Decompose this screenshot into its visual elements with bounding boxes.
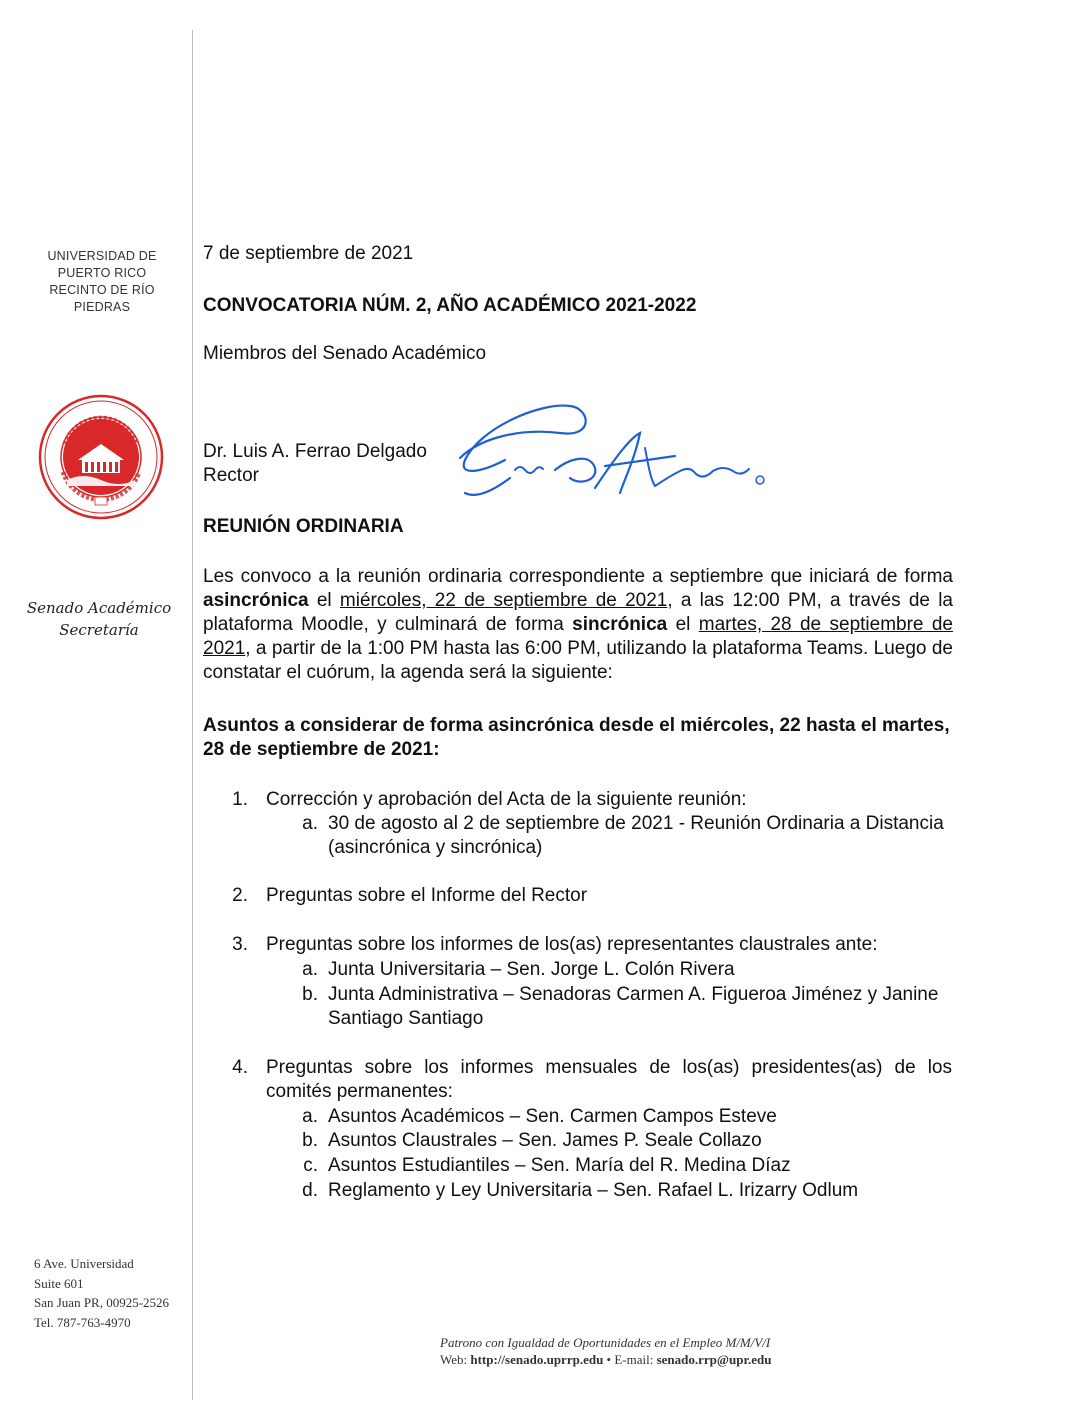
- senado-line-2: Secretaría: [59, 621, 139, 639]
- equal-opportunity-note: Patrono con Igualdad de Oportunidades en el Empleo M/M/V/I: [440, 1335, 771, 1350]
- para-date-start: miércoles, 22 de septiembre de 2021: [339, 590, 668, 611]
- vertical-divider: [192, 30, 193, 1400]
- agenda-number: 1.: [232, 789, 248, 810]
- university-name: [22, 248, 182, 316]
- agenda-number: 3.: [232, 934, 248, 955]
- subitem-text: Reglamento y Ley Universitaria – Sen. Rafael L. Irizarry Odlum: [328, 1180, 859, 1201]
- address-line-3: San Juan PR, 00925-2526: [34, 1295, 170, 1310]
- sender-name: Dr. Luis A. Ferrao Delgado: [203, 441, 427, 462]
- agenda-text: Preguntas sobre los informes de los(as) representantes claustrales ante:: [266, 934, 878, 955]
- para-text-4: el: [667, 614, 699, 635]
- subitem-text: 30 de agosto al 2 de septiembre de 2021 - Reunión Ordinaria a Distancia (asincrónica y sincrónica): [328, 813, 944, 858]
- agenda-number: 2.: [232, 885, 248, 906]
- sender-title: Rector: [203, 465, 259, 486]
- subitem-text: Junta Administrativa – Senadoras Carmen A. Figueroa Jiménez y Janine Santiago Santiago: [328, 984, 939, 1029]
- agenda-text: Corrección y aprobación del Acta de la siguiente reunión:: [266, 789, 747, 810]
- postal-address: [34, 1254, 169, 1332]
- signature: [420, 398, 780, 508]
- subitem-text: Asuntos Académicos – Sen. Carmen Campos Esteve: [328, 1106, 777, 1127]
- subitem-text: Asuntos Estudiantiles – Sen. María del R. Medina Díaz: [328, 1155, 791, 1176]
- senado-academico-mark: [24, 597, 174, 641]
- senado-line-1: Senado Académico: [26, 599, 172, 617]
- meeting-type: REUNIÓN ORDINARIA: [203, 516, 404, 537]
- agenda-text: Preguntas sobre el Informe del Rector: [266, 885, 588, 906]
- agenda-heading: Asuntos a considerar de forma asincrónica desde el miércoles, 22 hasta el martes, 28 de septiembre de 2021:: [203, 715, 950, 760]
- university-line-2: RECINTO DE RÍO PIEDRAS: [49, 283, 155, 314]
- para-text-3: , a las 12:00 PM, a través de la plataforma Moodle, y culminará de forma: [203, 590, 953, 635]
- contact-line: [440, 1351, 860, 1368]
- subitem-letter: b.: [302, 984, 318, 1005]
- address-phone: Tel. 787-763-4970: [34, 1314, 131, 1330]
- subitem-letter: a.: [302, 1106, 318, 1127]
- subitem-text: Junta Universitaria – Sen. Jorge L. Colón Rivera: [328, 959, 735, 980]
- address-line-1: 6 Ave. Universidad: [34, 1256, 134, 1271]
- subitem-letter: a.: [302, 959, 318, 980]
- page-footer: [440, 1334, 860, 1368]
- recipients: Miembros del Senado Académico: [203, 343, 487, 364]
- subitem-letter: b.: [302, 1130, 318, 1151]
- para-bold-asincronica: asincrónica: [203, 590, 309, 611]
- para-text-5: , a partir de la 1:00 PM hasta las 6:00 PM, utilizando la plataforma Teams. Luego de constatar el cuórum, la agenda será la siguiente:: [203, 638, 953, 683]
- para-bold-sincronica: sincrónica: [572, 614, 668, 635]
- university-seal-logo: [38, 394, 164, 520]
- subitem-letter: c.: [303, 1155, 318, 1176]
- email-link[interactable]: senado.rrp@upr.edu: [656, 1352, 772, 1367]
- website-link[interactable]: http://senado.uprrp.edu: [470, 1352, 604, 1367]
- subitem-letter: d.: [302, 1180, 318, 1201]
- address-line-2: Suite 601: [34, 1275, 84, 1291]
- email-label: • E-mail:: [603, 1352, 657, 1367]
- para-text-1: Les convoco a la reunión ordinaria correspondiente a septiembre que iniciará de forma: [203, 566, 953, 587]
- convocation-paragraph: [203, 565, 953, 685]
- agenda-text: Preguntas sobre los informes mensuales de los(as) presidentes(as) de los comités permanentes:: [266, 1057, 952, 1102]
- subitem-letter: a.: [302, 813, 318, 834]
- para-date-end: martes, 28 de septiembre de 2021: [203, 614, 953, 659]
- web-label: Web:: [440, 1352, 471, 1367]
- subitem-text: Asuntos Claustrales – Sen. James P. Seale Collazo: [328, 1130, 762, 1151]
- para-text-2: el: [308, 590, 340, 611]
- letter-date: 7 de septiembre de 2021: [203, 243, 414, 264]
- agenda-number: 4.: [232, 1057, 248, 1078]
- convocatoria-title: CONVOCATORIA NÚM. 2, AÑO ACADÉMICO 2021-2022: [203, 295, 697, 316]
- university-line-1: UNIVERSIDAD DE PUERTO RICO: [47, 249, 157, 280]
